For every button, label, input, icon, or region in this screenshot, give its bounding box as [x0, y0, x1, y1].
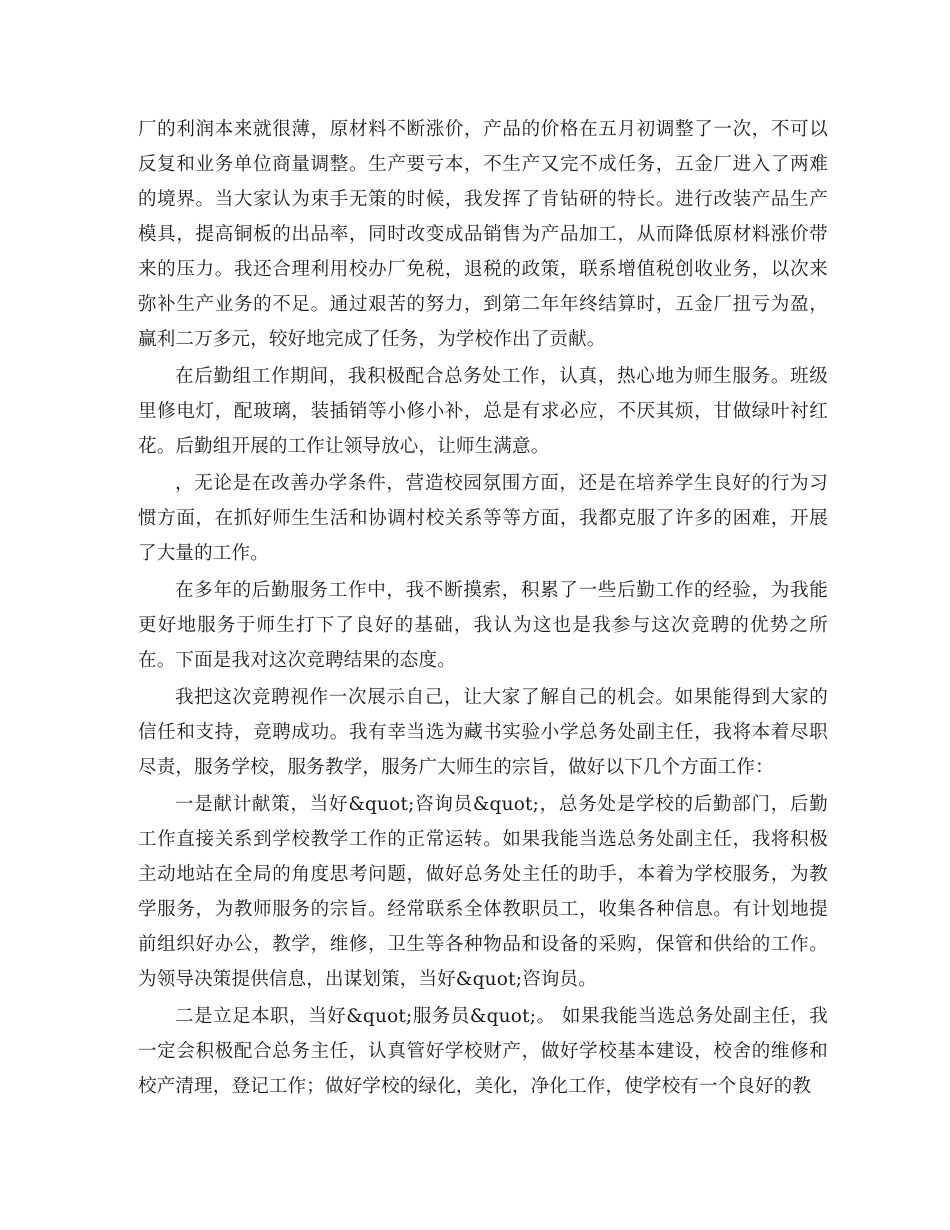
document-body: [138, 112, 828, 1106]
paragraph-2: 在后勤组工作期间，我积极配合总务处工作，认真，热心地为师生服务。班级里修电灯，配玻璃，装插销等小修小补，总是有求必应，不厌其烦，甘做绿叶衬红花。后勤组开展的工作让领导放心，让师生满意。: [138, 366, 828, 457]
paragraph-5: 我把这次竞聘视作一次展示自己，让大家了解自己的机会。如果能得到大家的信任和支持，竞聘成功。我有幸当选为藏书实验小学总务处副主任，我将本着尽职尽责，服务学校，服务教学，服务广大师生的宗旨，做好以下几个方面工作：: [138, 687, 828, 778]
paragraph-3: ，无论是在改善办学条件，营造校园氛围方面，还是在培养学生良好的行为习惯方面，在抓好师生生活和协调村校关系等等方面，我都克服了许多的困难，开展了大量的工作。: [138, 473, 828, 564]
paragraph-1: 厂的利润本来就很薄，原材料不断涨价，产品的价格在五月初调整了一次，不可以反复和业务单位商量调整。生产要亏本，不生产又完不成任务，五金厂进入了两难的境界。当大家认为束手无策的时候，我发挥了肯钻研的特长。进行改装产品生产模具，提高铜板的出品率，同时改变成品销售为产品加工，从而降低原材料涨价带来的压力。我还合理利用校办厂免税，退税的政策，联系增值税创收业务，以次来弥补生产业务的不足。通过艰苦的努力，到第二年年终结算时，五金厂扭亏为盈，赢利二万多元，较好地完成了任务，为学校作出了贡献。: [138, 119, 828, 350]
paragraph-7: 二是立足本职，当好&quot;服务员&quot;。 如果我能当选总务处副主任，我一定会积极配合总务主任，认真管好学校财产，做好学校基本建设，校舍的维修和校产清理，登记工作；做好学校的绿化，美化，净化工作，使学校有一个良好的教: [138, 1006, 828, 1097]
paragraph-6: 一是献计献策，当好&quot;咨询员&quot;，总务处是学校的后勤部门，后勤工作直接关系到学校教学工作的正常运转。如果我能当选总务处副主任，我将积极主动地站在全局的角度思考问题，做好总务处主任的助手，本着为学校服务，为教学服务，为教师服务的宗旨。经常联系全体教职员工，收集各种信息。有计划地提前组织好办公，教学，维修，卫生等各种物品和设备的采购，保管和供给的工作。为领导决策提供信息，出谋划策，当好&quot;咨询员。: [138, 794, 828, 990]
paragraph-4: 在多年的后勤服务工作中，我不断摸索，积累了一些后勤工作的经验，为我能更好地服务于师生打下了良好的基础，我认为这也是我参与这次竞聘的优势之所在。下面是我对这次竞聘结果的态度。: [138, 580, 828, 671]
